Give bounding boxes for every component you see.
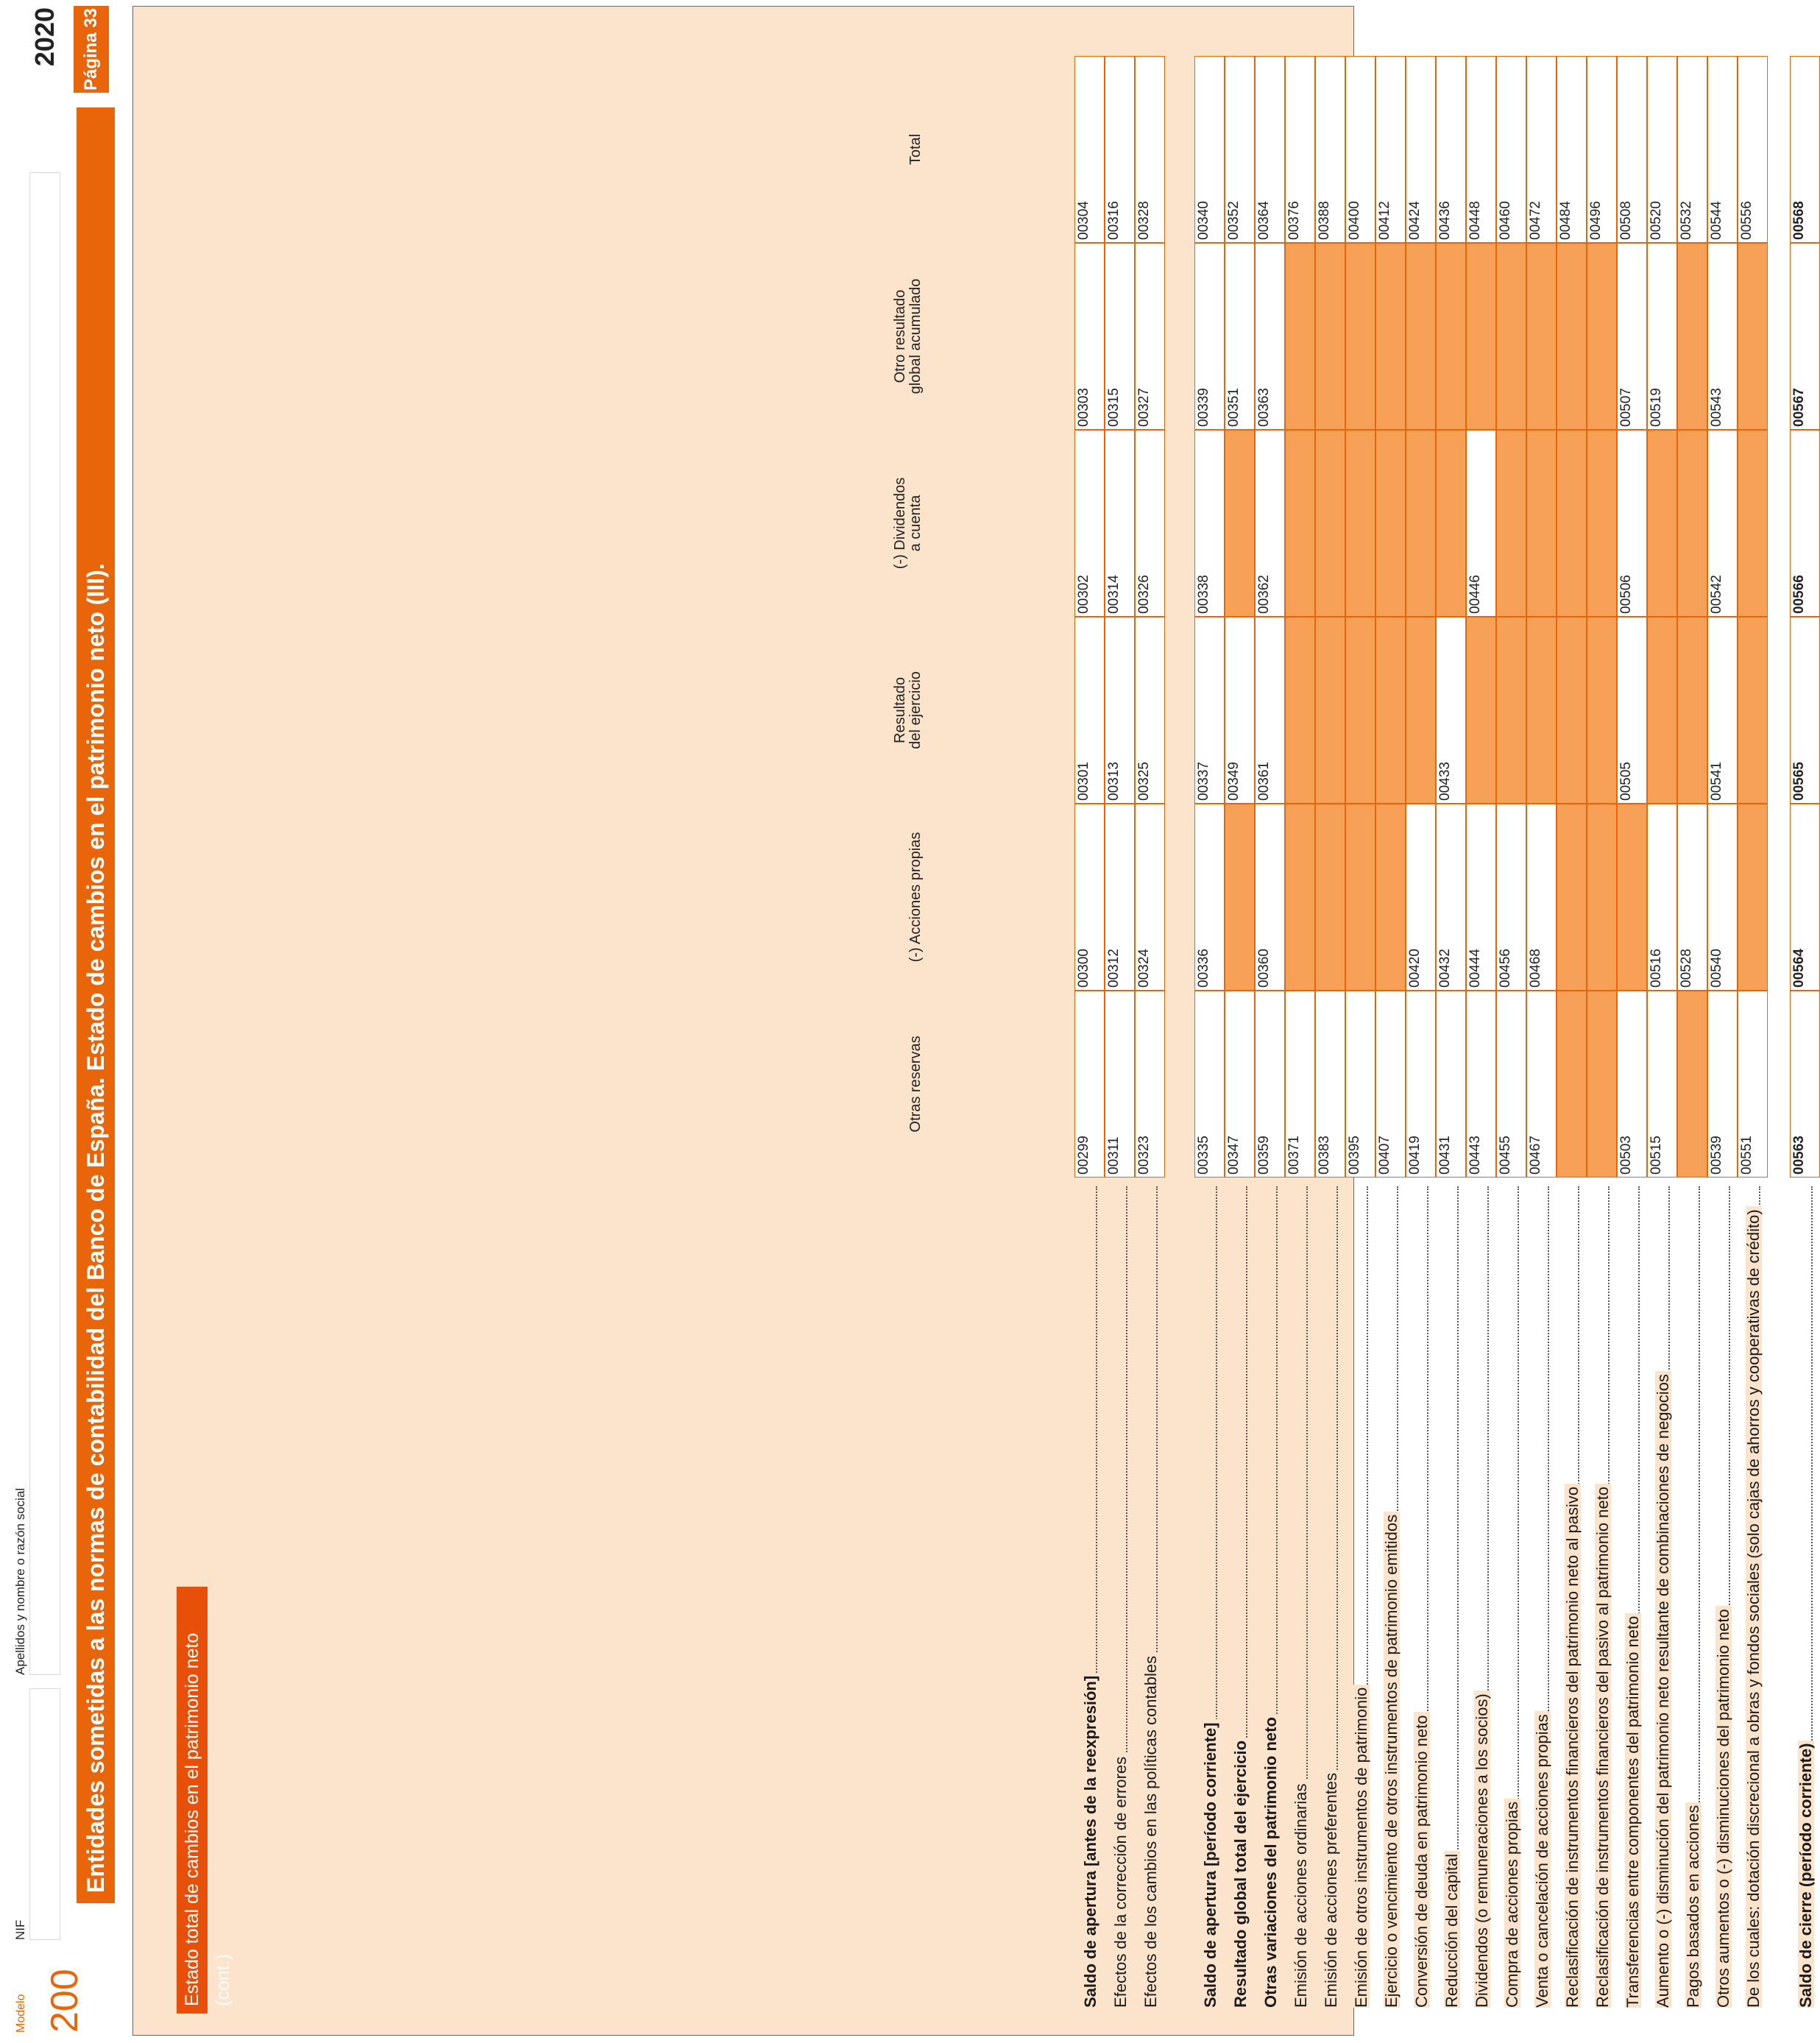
- box-code: 00444: [1467, 949, 1483, 988]
- box-code: 00324: [1136, 949, 1152, 988]
- box-code: 00347: [1226, 1136, 1242, 1175]
- amount-cell[interactable]: [1790, 56, 1820, 243]
- amount-cell[interactable]: [1255, 430, 1285, 617]
- box-code: 00313: [1106, 762, 1122, 801]
- amount-cell[interactable]: [1135, 430, 1165, 617]
- amount-cell[interactable]: [1436, 804, 1466, 991]
- box-code: 00315: [1106, 388, 1122, 427]
- shaded-cell: [1315, 804, 1345, 991]
- box-code: 00543: [1709, 388, 1724, 427]
- shaded-cell: [1345, 617, 1375, 804]
- row-label: Venta o cancelación de acciones propias: [1534, 1711, 1551, 2008]
- amount-cell[interactable]: [1194, 991, 1225, 1178]
- shaded-cell: [1526, 243, 1557, 430]
- shaded-cell: [1406, 243, 1436, 430]
- amount-cell[interactable]: [1790, 617, 1820, 804]
- box-code: 00460: [1498, 201, 1513, 240]
- box-code: 00567: [1791, 388, 1807, 427]
- box-code: 00551: [1739, 1136, 1755, 1175]
- box-code: 00456: [1498, 949, 1513, 988]
- amount-cell[interactable]: [1707, 243, 1738, 430]
- amount-cell[interactable]: [1315, 56, 1345, 243]
- amount-cell[interactable]: [1255, 243, 1285, 430]
- name-label: Apellidos y nombre o razón social: [13, 1487, 27, 1675]
- amount-cell[interactable]: [1255, 991, 1285, 1178]
- page-number-badge: Página 33: [74, 6, 109, 93]
- box-code: 00496: [1588, 201, 1604, 240]
- box-code: 00568: [1791, 201, 1807, 240]
- row-label: Saldo de cierre (período corriente): [1798, 1741, 1814, 2008]
- shaded-cell: [1285, 617, 1315, 804]
- box-code: 00443: [1467, 1136, 1483, 1175]
- box-code: 00352: [1226, 201, 1242, 240]
- amount-cell[interactable]: [1105, 243, 1135, 430]
- shaded-cell: [1587, 804, 1617, 991]
- box-code: 00336: [1196, 949, 1211, 988]
- box-code: 00362: [1256, 575, 1272, 614]
- box-code: 00446: [1467, 575, 1483, 614]
- shaded-cell: [1738, 430, 1768, 617]
- shaded-cell: [1587, 991, 1617, 1178]
- shaded-cell: [1285, 243, 1315, 430]
- box-code: 00468: [1528, 949, 1543, 988]
- amount-cell[interactable]: [1345, 991, 1375, 1178]
- shaded-cell: [1677, 991, 1707, 1178]
- amount-cell[interactable]: [1285, 56, 1315, 243]
- box-code: 00339: [1196, 388, 1211, 427]
- amount-cell[interactable]: [1436, 617, 1466, 804]
- shaded-cell: [1526, 617, 1557, 804]
- box-code: 00328: [1136, 201, 1152, 240]
- shaded-cell: [1647, 430, 1677, 617]
- amount-cell[interactable]: [1617, 430, 1647, 617]
- box-code: 00300: [1076, 949, 1091, 988]
- amount-cell[interactable]: [1225, 56, 1255, 243]
- box-code: 00564: [1791, 949, 1807, 988]
- amount-cell[interactable]: [1790, 430, 1820, 617]
- column-header: (-) Acciones propias: [907, 832, 924, 963]
- shaded-cell: [1496, 243, 1526, 430]
- amount-cell[interactable]: [1255, 56, 1285, 243]
- amount-cell[interactable]: [1375, 56, 1406, 243]
- shaded-cell: [1557, 430, 1587, 617]
- box-code: 00359: [1256, 1136, 1272, 1175]
- box-code: 00519: [1649, 388, 1664, 427]
- amount-cell[interactable]: [1707, 430, 1738, 617]
- shaded-cell: [1285, 804, 1315, 991]
- amount-cell[interactable]: [1647, 56, 1677, 243]
- box-code: 00395: [1347, 1136, 1362, 1175]
- box-code: 00340: [1196, 201, 1211, 240]
- amount-cell[interactable]: [1255, 804, 1285, 991]
- box-code: 00302: [1076, 575, 1091, 614]
- amount-cell[interactable]: [1496, 56, 1526, 243]
- row-label: Saldo de apertura [período corriente]: [1203, 1719, 1219, 2008]
- amount-cell[interactable]: [1526, 991, 1557, 1178]
- shaded-cell: [1466, 243, 1496, 430]
- box-code: 00565: [1791, 762, 1807, 801]
- amount-cell[interactable]: [1466, 804, 1496, 991]
- row-label: Emisión de acciones preferentes: [1323, 1770, 1339, 2008]
- box-code: 00349: [1226, 762, 1242, 801]
- shaded-cell: [1496, 430, 1526, 617]
- amount-cell[interactable]: [1557, 56, 1587, 243]
- nif-label: NIF: [13, 1919, 27, 1940]
- amount-cell[interactable]: [1707, 617, 1738, 804]
- box-code: 00363: [1256, 388, 1272, 427]
- row-label: Saldo de apertura [antes de la reexpresión]: [1083, 1673, 1099, 2008]
- shaded-cell: [1406, 617, 1436, 804]
- amount-cell[interactable]: [1074, 617, 1105, 804]
- box-code: 00541: [1709, 762, 1724, 801]
- box-code: 00539: [1709, 1136, 1724, 1175]
- nif-field[interactable]: [29, 1688, 60, 1940]
- shaded-cell: [1375, 243, 1406, 430]
- amount-cell[interactable]: [1255, 617, 1285, 804]
- amount-cell[interactable]: [1496, 804, 1526, 991]
- column-header: Resultado del ejercicio: [892, 671, 924, 749]
- shaded-cell: [1738, 804, 1768, 991]
- box-code: 00503: [1618, 1136, 1634, 1175]
- shaded-cell: [1617, 804, 1647, 991]
- box-code: 00400: [1347, 201, 1362, 240]
- amount-cell[interactable]: [1526, 56, 1557, 243]
- row-label: Resultado global total del ejercicio: [1233, 1738, 1249, 2008]
- box-code: 00326: [1136, 575, 1152, 614]
- box-code: 00303: [1076, 388, 1091, 427]
- amount-cell[interactable]: [1105, 56, 1135, 243]
- amount-cell[interactable]: [1526, 804, 1557, 991]
- shaded-cell: [1677, 617, 1707, 804]
- shaded-cell: [1557, 243, 1587, 430]
- box-code: 00563: [1791, 1136, 1807, 1175]
- box-code: 00301: [1076, 762, 1091, 801]
- amount-cell[interactable]: [1647, 991, 1677, 1178]
- amount-cell[interactable]: [1135, 617, 1165, 804]
- amount-cell[interactable]: [1105, 991, 1135, 1178]
- box-code: 00337: [1196, 762, 1211, 801]
- shaded-cell: [1345, 804, 1375, 991]
- box-code: 00376: [1286, 201, 1302, 240]
- box-code: 00335: [1196, 1136, 1211, 1175]
- amount-cell[interactable]: [1496, 991, 1526, 1178]
- box-code: 00520: [1649, 201, 1664, 240]
- row-label: Reclasificación de instrumentos financieros del pasivo al patrimonio neto: [1595, 1484, 1611, 2008]
- column-header: Otro resultado global acumulado: [892, 278, 924, 394]
- shaded-cell: [1557, 617, 1587, 804]
- row-label: De los cuales: dotación discrecional a obras y fondos sociales (solo cajas de ahorros y cooperativas de crédito): [1746, 1206, 1762, 2008]
- row-label: Aumento o (-) disminución del patrimonio neto resultante de combinaciones de negocios: [1655, 1371, 1671, 2008]
- box-code: 00516: [1649, 949, 1664, 988]
- form-panel: [132, 6, 1354, 2036]
- box-code: 00515: [1649, 1136, 1664, 1175]
- box-code: 00325: [1136, 762, 1152, 801]
- amount-cell[interactable]: [1074, 430, 1105, 617]
- amount-cell[interactable]: [1790, 804, 1820, 991]
- box-code: 00467: [1528, 1136, 1543, 1175]
- shaded-cell: [1466, 617, 1496, 804]
- amount-cell[interactable]: [1738, 56, 1768, 243]
- box-code: 00304: [1076, 201, 1091, 240]
- shaded-cell: [1677, 243, 1707, 430]
- shaded-cell: [1436, 430, 1466, 617]
- shaded-cell: [1225, 804, 1255, 991]
- amount-cell[interactable]: [1790, 243, 1820, 430]
- amount-cell[interactable]: [1436, 56, 1466, 243]
- shaded-cell: [1345, 430, 1375, 617]
- amount-cell[interactable]: [1194, 243, 1225, 430]
- box-code: 00455: [1498, 1136, 1513, 1175]
- shaded-cell: [1677, 430, 1707, 617]
- box-code: 00436: [1437, 201, 1453, 240]
- shaded-cell: [1375, 430, 1406, 617]
- amount-cell[interactable]: [1074, 56, 1105, 243]
- box-code: 00383: [1317, 1136, 1332, 1175]
- row-label: Transferencias entre componentes del patrimonio neto: [1625, 1613, 1641, 2008]
- amount-cell[interactable]: [1135, 243, 1165, 430]
- amount-cell[interactable]: [1135, 804, 1165, 991]
- shaded-cell: [1587, 243, 1617, 430]
- amount-cell[interactable]: [1617, 617, 1647, 804]
- amount-cell[interactable]: [1466, 430, 1496, 617]
- amount-cell[interactable]: [1707, 56, 1738, 243]
- page-title: Entidades sometidas a las normas de contabilidad del Banco de España. Estado de cambios en el patrimonio neto (III).: [77, 107, 115, 1903]
- amount-cell[interactable]: [1225, 991, 1255, 1178]
- row-label: Pagos basados en acciones: [1685, 1802, 1702, 2008]
- amount-cell[interactable]: [1105, 430, 1135, 617]
- box-code: 00361: [1256, 762, 1272, 801]
- amount-cell[interactable]: [1105, 617, 1135, 804]
- amount-cell[interactable]: [1707, 991, 1738, 1178]
- row-label: Dividendos (o remuneraciones a los socios): [1474, 1690, 1490, 2008]
- amount-cell[interactable]: [1074, 243, 1105, 430]
- row-label: Emisión de otros instrumentos de patrimonio: [1353, 1685, 1370, 2008]
- row-label: Reclasificación de instrumentos financieros del patrimonio neto al pasivo: [1565, 1484, 1581, 2008]
- shaded-cell: [1738, 617, 1768, 804]
- shaded-cell: [1436, 243, 1466, 430]
- box-code: 00506: [1618, 575, 1634, 614]
- amount-cell[interactable]: [1135, 56, 1165, 243]
- box-code: 00316: [1106, 201, 1122, 240]
- amount-cell[interactable]: [1436, 991, 1466, 1178]
- box-code: 00311: [1106, 1136, 1122, 1175]
- box-code: 00312: [1106, 949, 1122, 988]
- column-header: Otras reservas: [907, 1035, 924, 1133]
- shaded-cell: [1587, 430, 1617, 617]
- amount-cell[interactable]: [1466, 991, 1496, 1178]
- box-code: 00431: [1437, 1136, 1453, 1175]
- box-code: 00314: [1106, 575, 1122, 614]
- amount-cell[interactable]: [1466, 56, 1496, 243]
- amount-cell[interactable]: [1587, 56, 1617, 243]
- shaded-cell: [1315, 617, 1345, 804]
- box-code: 00544: [1709, 201, 1724, 240]
- box-code: 00528: [1679, 949, 1694, 988]
- box-code: 00420: [1407, 949, 1423, 988]
- box-code: 00388: [1317, 201, 1332, 240]
- shaded-cell: [1315, 243, 1345, 430]
- amount-cell[interactable]: [1315, 991, 1345, 1178]
- shaded-cell: [1557, 991, 1587, 1178]
- box-code: 00407: [1377, 1136, 1392, 1175]
- amount-cell[interactable]: [1707, 804, 1738, 991]
- amount-cell[interactable]: [1375, 991, 1406, 1178]
- amount-cell[interactable]: [1194, 617, 1225, 804]
- box-code: 00433: [1437, 762, 1453, 801]
- amount-cell[interactable]: [1647, 804, 1677, 991]
- column-header: Total: [907, 133, 924, 166]
- box-code: 00371: [1286, 1136, 1302, 1175]
- box-code: 00338: [1196, 575, 1211, 614]
- shaded-cell: [1345, 243, 1375, 430]
- amount-cell[interactable]: [1345, 56, 1375, 243]
- box-code: 00484: [1558, 201, 1573, 240]
- row-label: Otros aumentos o (-) disminuciones del patrimonio neto: [1715, 1606, 1732, 2008]
- shaded-cell: [1587, 617, 1617, 804]
- row-label: Ejercicio o vencimiento de otros instrumentos de patrimonio emitidos: [1384, 1512, 1400, 2008]
- shaded-cell: [1526, 430, 1557, 617]
- amount-cell[interactable]: [1406, 56, 1436, 243]
- box-code: 00472: [1528, 201, 1543, 240]
- box-code: 00424: [1407, 201, 1423, 240]
- amount-cell[interactable]: [1135, 991, 1165, 1178]
- shaded-cell: [1225, 430, 1255, 617]
- box-code: 00532: [1679, 201, 1694, 240]
- box-code: 00566: [1791, 575, 1807, 614]
- row-label: Otras variaciones del patrimonio neto: [1263, 1714, 1279, 2008]
- box-code: 00508: [1618, 201, 1634, 240]
- box-code: 00327: [1136, 388, 1152, 427]
- box-code: 00448: [1467, 201, 1483, 240]
- shaded-cell: [1496, 617, 1526, 804]
- amount-cell[interactable]: [1406, 991, 1436, 1178]
- box-code: 00556: [1739, 201, 1755, 240]
- amount-cell[interactable]: [1617, 243, 1647, 430]
- box-code: 00360: [1256, 949, 1272, 988]
- box-code: 00505: [1618, 762, 1634, 801]
- amount-cell[interactable]: [1617, 56, 1647, 243]
- box-code: 00299: [1076, 1136, 1091, 1175]
- shaded-cell: [1738, 243, 1768, 430]
- box-code: 00507: [1618, 388, 1634, 427]
- amount-cell[interactable]: [1074, 991, 1105, 1178]
- box-code: 00351: [1226, 388, 1242, 427]
- column-header: (-) Dividendos a cuenta: [892, 477, 924, 570]
- row-label: Efectos de los cambios en las políticas contables: [1143, 1653, 1159, 2008]
- box-code: 00419: [1407, 1136, 1423, 1175]
- row-label: Emisión de acciones ordinarias: [1293, 1781, 1309, 2008]
- year: 2020: [29, 7, 60, 67]
- row-label: Conversión de deuda en patrimonio neto: [1414, 1713, 1430, 2008]
- shaded-cell: [1315, 430, 1345, 617]
- box-code: 00542: [1709, 575, 1724, 614]
- amount-cell[interactable]: [1647, 243, 1677, 430]
- shaded-cell: [1557, 804, 1587, 991]
- box-code: 00323: [1136, 1136, 1152, 1175]
- shaded-cell: [1285, 430, 1315, 617]
- shaded-cell: [1375, 617, 1406, 804]
- amount-cell[interactable]: [1194, 430, 1225, 617]
- row-label: Compra de acciones propias: [1504, 1799, 1520, 2008]
- box-code: 00412: [1377, 201, 1392, 240]
- shaded-cell: [1375, 804, 1406, 991]
- modelo-number: 200: [43, 1969, 86, 2033]
- box-code: 00432: [1437, 949, 1453, 988]
- name-field[interactable]: [29, 172, 60, 1675]
- amount-cell[interactable]: [1074, 804, 1105, 991]
- amount-cell[interactable]: [1225, 243, 1255, 430]
- section-title: Estado total de cambios en el patrimonio neto (cont.): [177, 1587, 208, 2014]
- amount-cell[interactable]: [1677, 804, 1707, 991]
- shaded-cell: [1406, 430, 1436, 617]
- row-label: Efectos de la corrección de errores: [1113, 1754, 1129, 2008]
- amount-cell[interactable]: [1105, 804, 1135, 991]
- amount-cell[interactable]: [1677, 56, 1707, 243]
- row-label: Reducción del capital: [1444, 1851, 1460, 2008]
- box-code: 00540: [1709, 949, 1724, 988]
- amount-cell[interactable]: [1790, 991, 1820, 1178]
- amount-cell[interactable]: [1194, 56, 1225, 243]
- amount-cell[interactable]: [1738, 991, 1768, 1178]
- box-code: 00364: [1256, 201, 1272, 240]
- amount-cell[interactable]: [1285, 991, 1315, 1178]
- amount-cell[interactable]: [1225, 617, 1255, 804]
- shaded-cell: [1647, 617, 1677, 804]
- amount-cell[interactable]: [1194, 804, 1225, 991]
- amount-cell[interactable]: [1406, 804, 1436, 991]
- amount-cell[interactable]: [1617, 991, 1647, 1178]
- modelo-label: Modelo: [15, 1994, 27, 2033]
